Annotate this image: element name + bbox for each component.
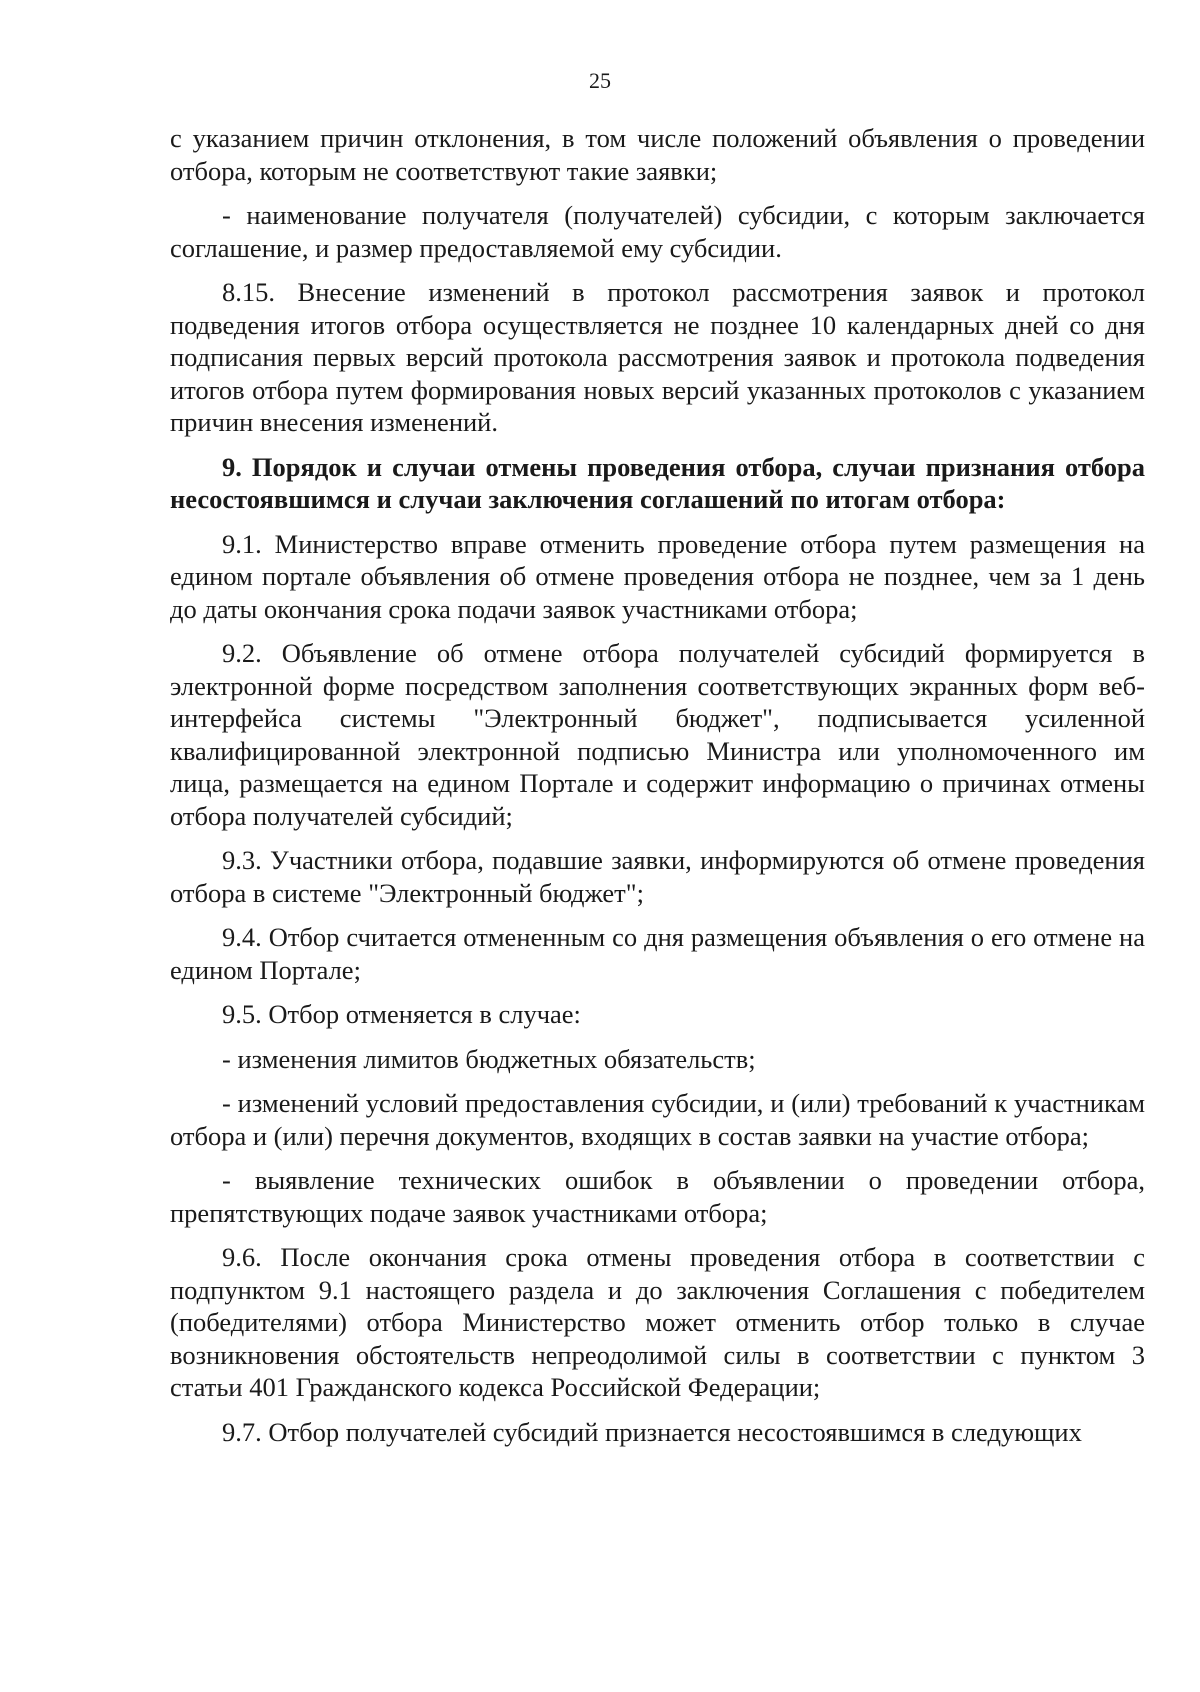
paragraph-9-5: 9.5. Отбор отменяется в случае: [222,999,581,1029]
list-item-technical-errors: - выявление технических ошибок в объявлении о проведении отбора, препятствующих подаче заявок участниками отбора; [170,1165,1145,1228]
paragraph-8-15: 8.15. Внесение изменений в протокол рассмотрения заявок и протокол подведения итогов отбора осуществляется не позднее 10 календарных дней со дня подписания первых версий протокола рассмотрения заявок и протокола подведения итогов отбора путем формирования новых версий указанных протоколов с указанием причин внесения изменений. [170,277,1145,437]
paragraph-9-2: 9.2. Объявление об отмене отбора получателей субсидий формируется в электронной форме посредством заполнения соответствующих экранных форм веб-интерфейса системы "Электронный бюджет", подписывается усиленной квалифицированной электронной подписью Министра или уполномоченного им лица, размещается на едином Портале и содержит информацию о причинах отмены отбора получателей субсидий; [170,638,1145,831]
document-body [170,122,1145,1460]
paragraph-rejection-reasons: с указанием причин отклонения, в том числе положений объявления о проведении отбора, которым не соответствуют такие заявки; [170,123,1145,186]
paragraph-9-6: 9.6. После окончания срока отмены проведения отбора в соответствии с подпунктом 9.1 настоящего раздела и до заключения Соглашения с победителем (победителями) отбора Министерство может отменить отбор только в случае возникновения обстоятельств непреодолимой силы в соответствии с пунктом 3 статьи 401 Гражданского кодекса Российской Федерации; [170,1242,1145,1402]
paragraph-9-7: 9.7. Отбор получателей субсидий признается несостоявшимся в следующих [222,1416,1082,1447]
paragraph-9-4: 9.4. Отбор считается отмененным со дня размещения объявления о его отмене на едином Портале; [170,922,1145,985]
paragraph-9-3: 9.3. Участники отбора, подавшие заявки, информируются об отмене проведения отбора в системе "Электронный бюджет"; [170,845,1145,908]
section-9-heading: 9. Порядок и случаи отмены проведения отбора, случаи признания отбора несостоявшимся и случаи заключения соглашений по итогам отбора: [170,451,1145,514]
list-item-conditions-change: - изменений условий предоставления субсидии, и (или) требований к участникам отбора и (или) перечня документов, входящих в состав заявки на участие отбора; [170,1088,1145,1151]
paragraph-9-1: 9.1. Министерство вправе отменить проведение отбора путем размещения на едином портале объявления об отмене проведения отбора не позднее, чем за 1 день до даты окончания срока подачи заявок участниками отбора; [170,528,1145,624]
list-item-budget-limits: - изменения лимитов бюджетных обязательств; [222,1043,756,1074]
paragraph-recipient-name: - наименование получателя (получателей) субсидии, с которым заключается соглашение, и размер предоставляемой ему субсидии. [170,200,1145,263]
page-number: 25 [589,68,611,93]
